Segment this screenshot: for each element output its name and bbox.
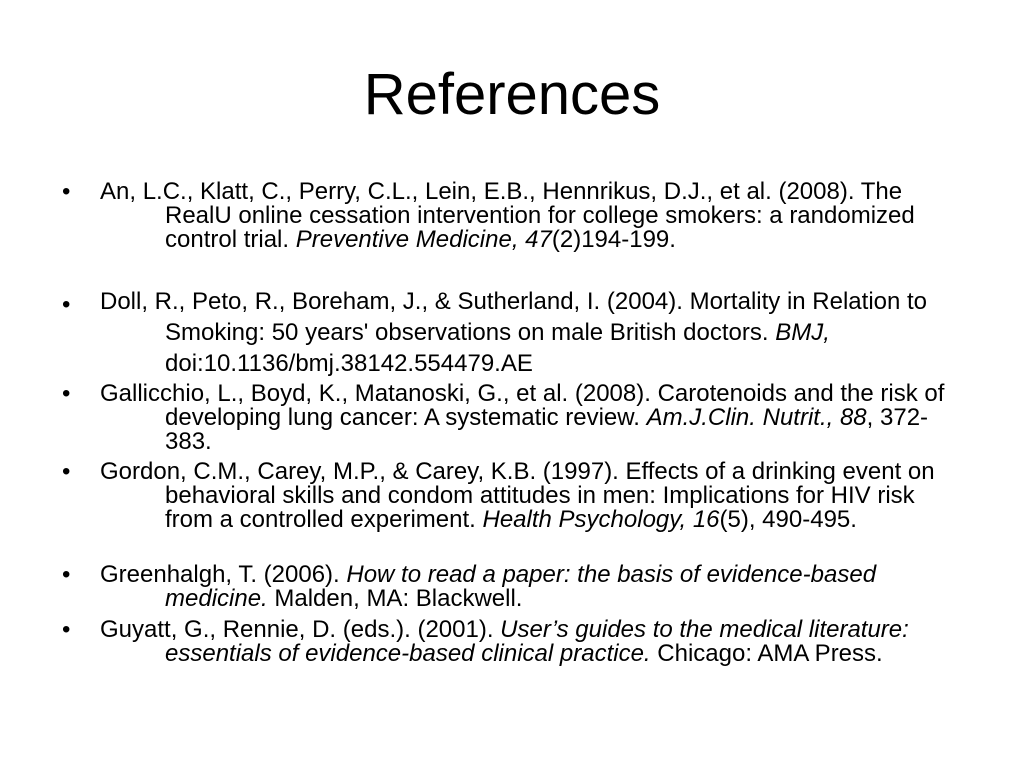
reference-book-title: How to read a paper: the basis of evidence-based medicine. (165, 561, 877, 612)
slide-title: References (363, 62, 661, 127)
reference-text (100, 180, 952, 252)
bullet-icon: • (62, 561, 71, 588)
reference-authors-title: An, L.C., Klatt, C., Perry, C.L., Lein, E.B., Hennrikus, D.J., et al. (2008). The RealU online cessation intervention for college smokers: a randomized control trial. (100, 178, 915, 253)
bullet-icon: • (62, 380, 71, 407)
bullet-icon: • (62, 291, 71, 318)
bullet-icon: • (62, 178, 71, 205)
reference-pages: doi:10.1136/bmj.38142.554479.AE (165, 350, 533, 377)
reference-text (100, 382, 952, 454)
reference-authors-title: Gordon, C.M., Carey, M.P., & Carey, K.B. (1997). Effects of a drinking event on behavioral skills and condom attitudes in men: Implications for HIV risk from a controlled experiment. (100, 458, 935, 533)
reference-publisher: Chicago: AMA Press. (650, 640, 883, 667)
reference-journal: Am.J.Clin. Nutrit., 88 (646, 404, 867, 431)
reference-item-2 (62, 286, 952, 379)
reference-publisher: Malden, MA: Blackwell. (267, 585, 523, 612)
bullet-icon: • (62, 616, 71, 643)
reference-text (100, 563, 952, 611)
reference-book-title: User’s guides to the medical literature: essentials of evidence-based clinical practice. (165, 616, 909, 667)
reference-authors-title: Doll, R., Peto, R., Boreham, J., & Sutherland, I. (2004). Mortality in Relation to Smoking: 50 years' observations on male British doctors. (100, 288, 928, 346)
reference-text (100, 618, 952, 666)
reference-item-1 (62, 180, 952, 252)
reference-item-4 (62, 460, 952, 532)
reference-text (100, 460, 952, 532)
reference-authors-title: Greenhalgh, T. (2006). (100, 561, 347, 588)
reference-item-6 (62, 618, 952, 666)
reference-authors-title: Gallicchio, L., Boyd, K., Matanoski, G., et al. (2008). Carotenoids and the risk of developing lung cancer: A systematic review. (100, 380, 945, 431)
reference-item-3 (62, 382, 952, 454)
reference-item-5 (62, 563, 952, 611)
bullet-icon: • (62, 458, 71, 485)
reference-pages: , 372-383. (165, 404, 929, 455)
reference-pages: (2)194-199. (551, 226, 676, 253)
reference-journal: Preventive Medicine, 47 (295, 226, 552, 253)
reference-authors-title: Guyatt, G., Rennie, D. (eds.). (2001). (100, 616, 501, 643)
reference-pages: (5), 490-495. (719, 506, 857, 533)
reference-journal: BMJ, (775, 319, 830, 346)
reference-text (100, 286, 952, 379)
reference-journal: Health Psychology, 16 (482, 506, 720, 533)
